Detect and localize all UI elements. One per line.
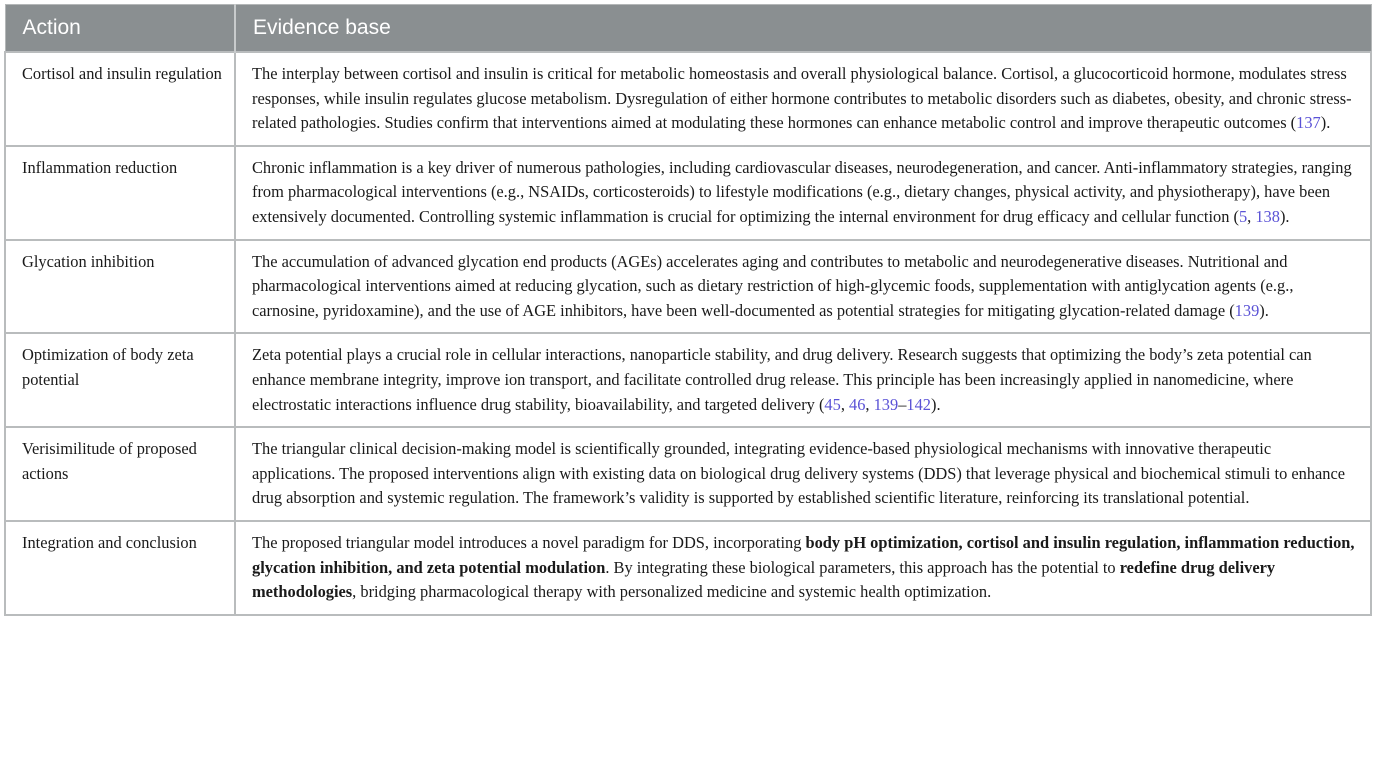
table-row bbox=[5, 146, 1371, 240]
action-cell: Verisimilitude of proposed actions bbox=[5, 427, 235, 521]
reference-link[interactable]: 142 bbox=[906, 394, 931, 414]
reference-link[interactable]: 137 bbox=[1296, 113, 1321, 133]
evidence-cell: The accumulation of advanced glycation end products (AGEs) accelerates aging and contributes to metabolic and neurodegenerative diseases. Nutritional and pharmacological interventions aimed at reducing glycation, such as dietary restriction of high-glycemic foods, supplementation with antiglycation agents (e.g., carnosine, pyridoxamine), and the use of AGE inhibitors, have been well-documented as potential strategies for mitigating glycation-related damage (139). bbox=[235, 240, 1371, 334]
column-header-evidence-base: Evidence base bbox=[235, 5, 1371, 53]
evidence-cell: Chronic inflammation is a key driver of numerous pathologies, including cardiovascular diseases, neurodegeneration, and cancer. Anti-inflammatory strategies, ranging from pharmacological interventions (e.g., NSAIDs, corticosteroids) to lifestyle modifications (e.g., dietary changes, physical activity, and physiotherapy), have been extensively documented. Controlling systemic inflammation is crucial for optimizing the internal environment for drug efficacy and cellular function (5, 138). bbox=[235, 146, 1371, 240]
evidence-cell: The proposed triangular model introduces a novel paradigm for DDS, incorporating body pH optimization, cortisol and insulin regulation, inflammation reduction, glycation inhibition, and zeta potential modulation. By integrating these biological parameters, this approach has the potential to redefine drug delivery methodologies, bridging pharmacological therapy with personalized medicine and systemic health optimization. bbox=[235, 521, 1371, 615]
action-cell: Glycation inhibition bbox=[5, 240, 235, 334]
action-cell: Integration and conclusion bbox=[5, 521, 235, 615]
reference-link[interactable]: 138 bbox=[1255, 206, 1280, 226]
evidence-cell: Zeta potential plays a crucial role in cellular interactions, nanoparticle stability, and drug delivery. Research suggests that optimizing the body’s zeta potential can enhance membrane integrity, improve ion transport, and facilitate controlled drug release. This principle has been increasingly applied in nanomedicine, where electrostatic interactions influence drug stability, bioavailability, and targeted delivery (45, 46, 139–142). bbox=[235, 333, 1371, 427]
table-header bbox=[5, 5, 1371, 53]
table-row bbox=[5, 427, 1371, 521]
table-row bbox=[5, 240, 1371, 334]
bold-emphasis-text: body pH optimization, cortisol and insulin regulation, inflammation reduction, glycation inhibition, and zeta potential modulation bbox=[252, 532, 1355, 577]
reference-link[interactable]: 139 bbox=[873, 394, 899, 414]
evidence-table bbox=[4, 4, 1372, 616]
reference-link[interactable]: 5 bbox=[1238, 206, 1248, 226]
header-row bbox=[5, 5, 1371, 53]
table-body bbox=[5, 52, 1371, 615]
evidence-table-container bbox=[4, 4, 1370, 616]
action-cell: Cortisol and insulin regulation bbox=[5, 52, 235, 146]
table-row bbox=[5, 333, 1371, 427]
reference-link[interactable]: 46 bbox=[849, 394, 866, 414]
bold-emphasis-text: redefine drug delivery methodologies bbox=[252, 557, 1276, 602]
column-header-action: Action bbox=[5, 5, 235, 53]
action-cell: Inflammation reduction bbox=[5, 146, 235, 240]
evidence-cell: The interplay between cortisol and insulin is critical for metabolic homeostasis and overall physiological balance. Cortisol, a glucocorticoid hormone, modulates stress responses, while insulin regulates glucose metabolism. Dysregulation of either hormone contributes to metabolic disorders such as diabetes, obesity, and chronic stress-related pathologies. Studies confirm that interventions aimed at modulating these hormones can enhance metabolic control and improve therapeutic outcomes (137). bbox=[235, 52, 1371, 146]
evidence-cell: The triangular clinical decision-making model is scientifically grounded, integrating evidence-based physiological mechanisms with innovative therapeutic applications. The proposed interventions align with existing data on biological drug delivery systems (DDS) that leverage physical and biochemical stimuli to enhance drug absorption and systemic regulation. The framework’s validity is supported by established scientific literature, reinforcing its translational potential. bbox=[235, 427, 1371, 521]
action-cell: Optimization of body zeta potential bbox=[5, 333, 235, 427]
table-row bbox=[5, 52, 1371, 146]
table-row bbox=[5, 521, 1371, 615]
reference-link[interactable]: 139 bbox=[1234, 300, 1260, 320]
reference-link[interactable]: 45 bbox=[824, 394, 841, 414]
